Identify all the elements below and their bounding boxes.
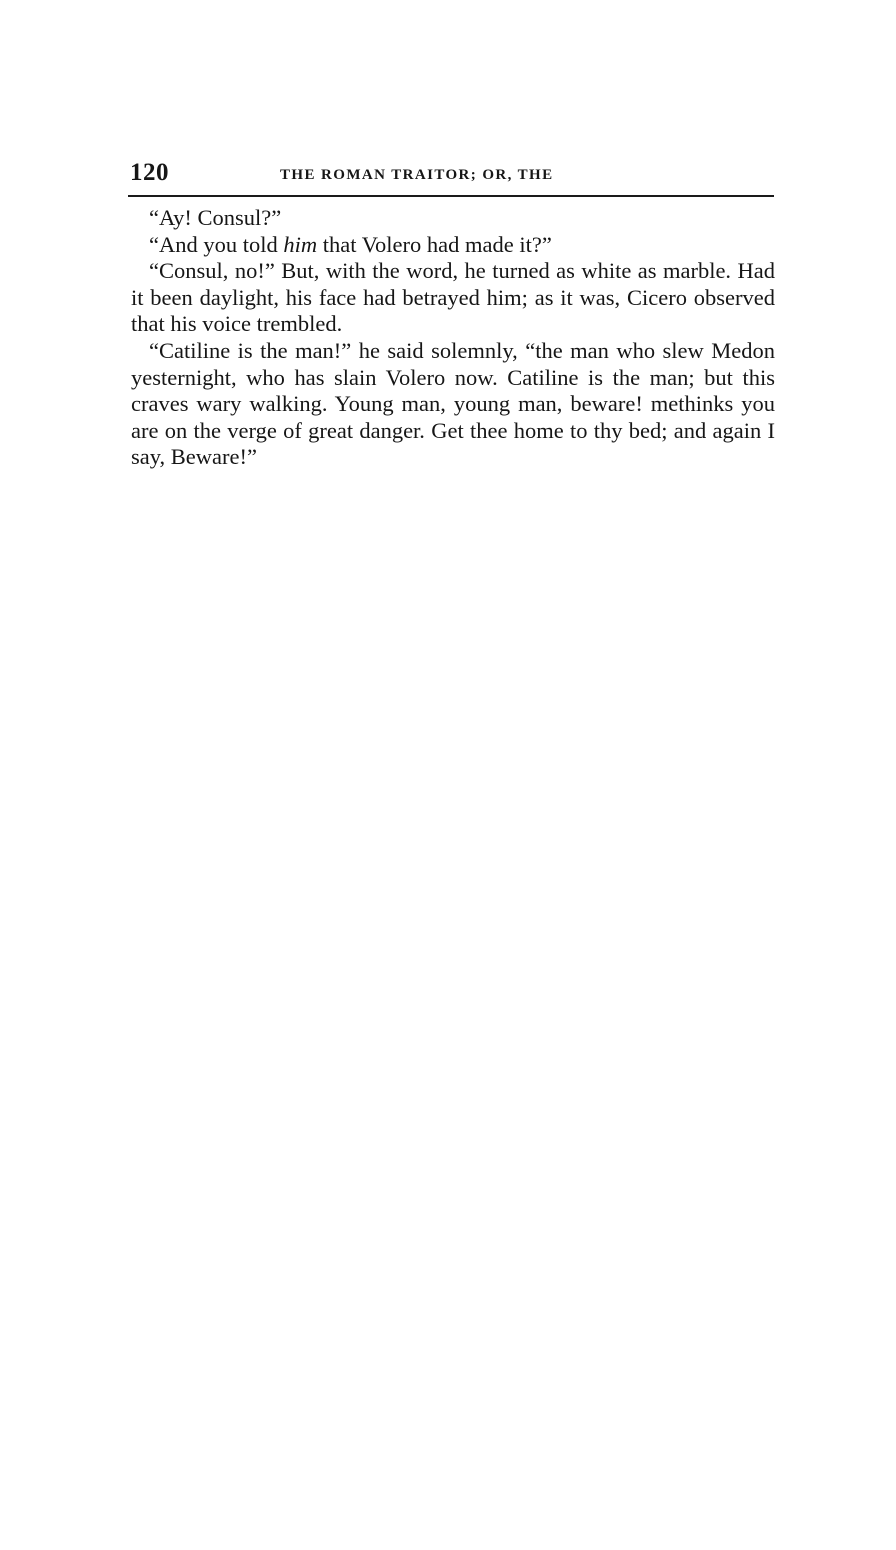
paragraph-3: “Consul, no!” But, with the word, he turned as white as marble. Had it been daylight, his face had betrayed him; as it was, Cicero observed that his voice trembled. bbox=[131, 258, 775, 337]
running-title: THE ROMAN TRAITOR; OR, THE bbox=[280, 167, 554, 183]
header-rule bbox=[128, 195, 774, 197]
paragraph-2-start: “And you told bbox=[149, 231, 284, 257]
paragraph-1: “Ay! Consul?” bbox=[149, 205, 282, 230]
paragraph-2 bbox=[131, 232, 775, 259]
paragraph-2-end: that Volero had made it?” bbox=[317, 231, 552, 257]
page-number: 120 bbox=[130, 159, 169, 186]
running-head bbox=[130, 158, 775, 192]
paragraph-4: “Catiline is the man!” he said solemnly, “the man who slew Medon yesternight, who has slain Volero now. Catiline is the man; but this craves wary walking. Young man, young man, beware! methinks you are on the verge of great danger. Get thee home to thy bed; and again I say, Beware!” bbox=[131, 337, 775, 470]
body-text bbox=[131, 205, 775, 471]
paragraph-2-italic: him bbox=[283, 231, 318, 257]
